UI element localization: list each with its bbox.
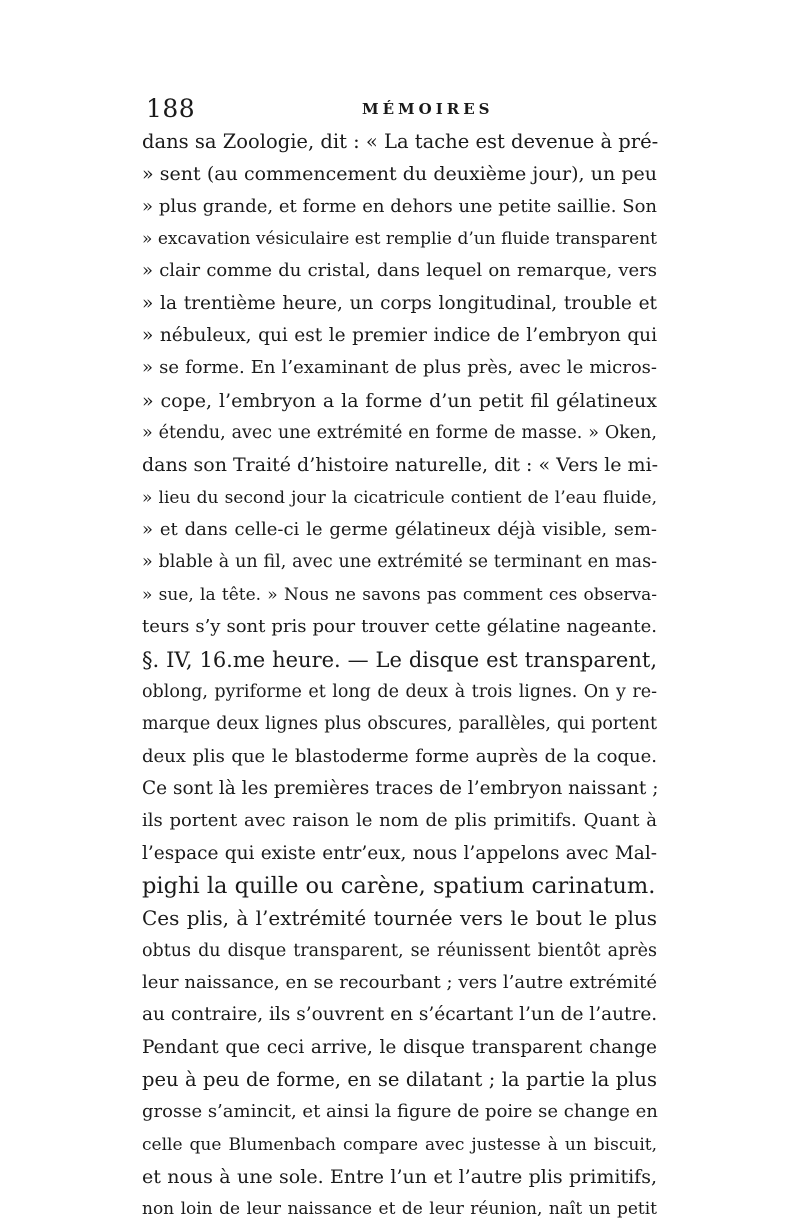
text-line: deux plis que le blastoderme forme auprès de la coque. — [142, 745, 657, 767]
text-line: » sent (au commencement du deuxième jour), un peu — [142, 163, 657, 186]
text-line: » nébuleux, qui est le premier indice de l’embryon qui — [142, 325, 657, 347]
text-line: leur naissance, en se recourbant ; vers l’autre extrémité — [142, 971, 657, 993]
text-line: pighi la quille ou carène, spatium carinatum. — [142, 872, 656, 899]
text-line: §. IV, 16.me heure. — Le disque est transparent, — [142, 647, 657, 672]
text-line: marque deux lignes plus obscures, parallèles, qui portent — [142, 714, 657, 735]
text-line: ils portent avec raison le nom de plis primitifs. Quant à — [142, 810, 657, 832]
text-line: » et dans celle-ci le germe gélatineux déjà visible, sem- — [142, 519, 657, 541]
text-line: » excavation vésiculaire est remplie d’un fluide transparent — [142, 229, 657, 250]
text-line: » étendu, avec une extrémité en forme de masse. » Oken, — [142, 423, 657, 444]
text-line: Ce sont là les premières traces de l’embryon naissant ; — [142, 777, 659, 799]
running-head: MÉMOIRES — [362, 100, 494, 118]
page-header — [146, 94, 656, 124]
text-line: teurs s’y sont pris pour trouver cette gélatine nageante. — [142, 616, 657, 638]
text-line: Pendant que ceci arrive, le disque transparent change — [142, 1036, 657, 1058]
text-line: oblong, pyriforme et long de deux à trois lignes. On y re- — [142, 681, 657, 702]
text-line: » la trentième heure, un corps longitudinal, trouble et — [142, 292, 657, 314]
text-line: non loin de leur naissance et de leur réunion, naît un petit — [142, 1199, 657, 1220]
text-line: » blable à un fil, avec une extrémité se terminant en mas- — [142, 552, 657, 573]
text-line: » se forme. En l’examinant de plus près, avec le micros- — [142, 357, 657, 379]
text-line: dans son Traité d’histoire naturelle, dit : « Vers le mi- — [142, 454, 659, 477]
text-line: dans sa Zoologie, dit : « La tache est devenue à pré- — [142, 130, 659, 153]
text-line: obtus du disque transparent, se réunissent bientôt après — [142, 940, 657, 961]
body-text — [142, 126, 657, 1226]
text-line: » sue, la tête. » Nous ne savons pas comment ces observa- — [142, 584, 657, 605]
text-line: » cope, l’embryon a la forme d’un petit fil gélatineux — [142, 389, 657, 412]
text-line: celle que Blumenbach compare avec justesse à un biscuit, — [142, 1134, 657, 1155]
text-line: et nous à une sole. Entre l’un et l’autre plis primitifs, — [142, 1166, 657, 1188]
text-line: » clair comme du cristal, dans lequel on remarque, vers — [142, 260, 657, 282]
text-line: au contraire, ils s’ouvrent en s’écartant l’un de l’autre. — [142, 1004, 658, 1026]
text-line: peu à peu de forme, en se dilatant ; la partie la plus — [142, 1067, 657, 1091]
text-line: grosse s’amincit, et ainsi la figure de poire se change en — [142, 1101, 658, 1123]
page-number: 188 — [146, 94, 196, 123]
text-line: » plus grande, et forme en dehors une petite saillie. Son — [142, 195, 657, 217]
text-line: » lieu du second jour la cicatricule contient de l’eau fluide, — [142, 487, 657, 508]
text-line: l’espace qui existe entr’eux, nous l’appelons avec Mal- — [142, 842, 657, 864]
text-line: Ces plis, à l’extrémité tournée vers le bout le plus — [142, 906, 657, 931]
